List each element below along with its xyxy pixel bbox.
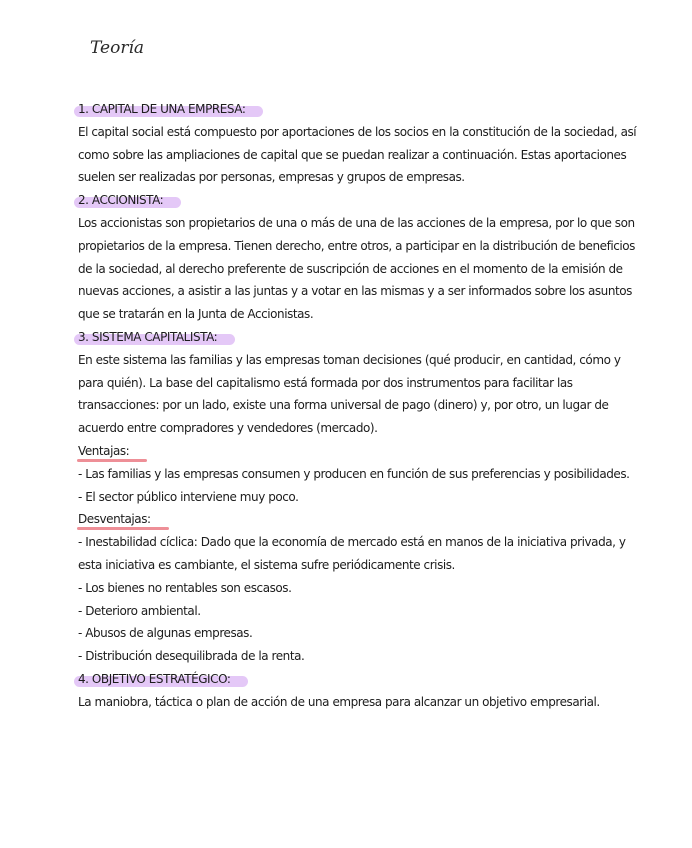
section-heading-objetivo-estrategico: 4. OBJETIVO ESTRATÉGICO: — [78, 668, 230, 691]
section-paragraph-objetivo-estrategico: La maniobra, táctica o plan de acción de una empresa para alcanzar un objetivo empresarial. — [78, 694, 600, 709]
disadvantages-list — [78, 531, 638, 668]
advantages-heading: Ventajas: — [78, 440, 129, 463]
section-paragraph-capital: El capital social está compuesto por aportaciones de los socios en la constitución de la sociedad, así como sobre las ampliaciones de capital que se puedan realizar a continuación. Estas aportaciones suelen ser realizadas por personas, empresas y grupos de empresas. — [78, 124, 637, 185]
page-title: Teoría — [90, 38, 145, 58]
list-item: - El sector público interviene muy poco. — [78, 489, 299, 504]
list-item: - Los bienes no rentables son escasos. — [78, 580, 292, 595]
advantages-list — [78, 463, 638, 509]
list-item: - Deterioro ambiental. — [78, 603, 201, 618]
section-heading-sistema-capitalista: 3. SISTEMA CAPITALISTA: — [78, 326, 217, 349]
disadvantages-heading: Desventajas: — [78, 508, 151, 531]
list-item: - Abusos de algunas empresas. — [78, 626, 253, 641]
section-paragraph-sistema-capitalista: En este sistema las familias y las empresas toman decisiones (qué producir, en cantidad, cómo y para quién). La base del capitalismo está formada por dos instrumentos para facilitar las transacciones: por un lado, existe una forma universal de pago (dinero) y, por otro, un lugar de acuerdo entre compradores y vendedores (mercado). — [78, 352, 621, 436]
list-item: - Las familias y las empresas consumen y producen en función de sus preferencias y posibilidades. — [78, 466, 630, 481]
section-heading-accionista: 2. ACCIONISTA: — [78, 189, 163, 212]
list-item: - Distribución desequilibrada de la renta. — [78, 649, 305, 664]
notes-content — [78, 98, 638, 714]
list-item: - Inestabilidad cíclica: Dado que la economía de mercado está en manos de la iniciativa privada, y esta iniciativa es cambiante, el sistema sufre periódicamente crisis. — [78, 535, 626, 572]
section-paragraph-accionista: Los accionistas son propietarios de una o más de una de las acciones de la empresa, por lo que son propietarios de la empresa. Tienen derecho, entre otros, a participar en la distribución de beneficios de la sociedad, al derecho preferente de suscripción de acciones en el momento de la emisión de nuevas acciones, a asistir a las juntas y a votar en las mismas y a ser informados sobre los asuntos que se tratarán en la Junta de Accionistas. — [78, 215, 635, 322]
section-heading-capital: 1. CAPITAL DE UNA EMPRESA: — [78, 98, 245, 121]
